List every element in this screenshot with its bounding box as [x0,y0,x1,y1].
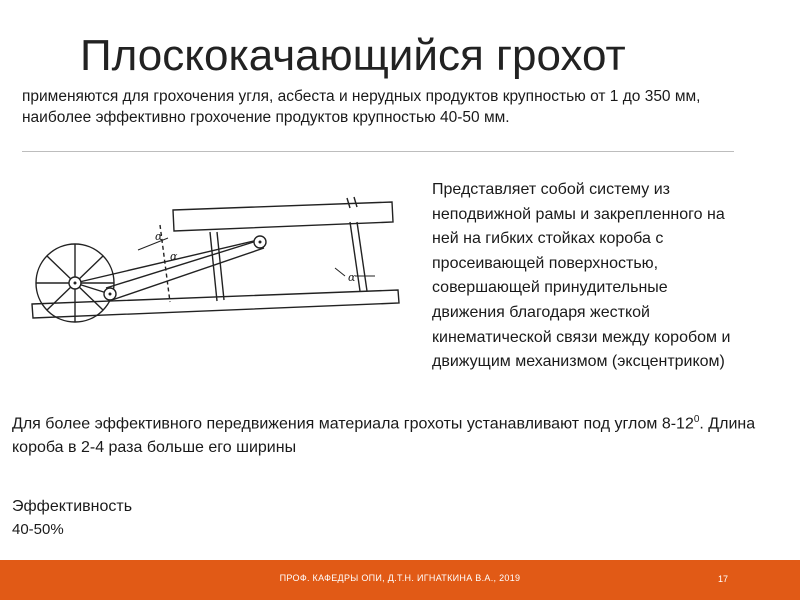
description-line: Представляет собой систему из [432,181,671,198]
intro-text: применяются для грохочения угля, асбеста и нерудных продуктов крупностью от 1 до 350 мм, наиболее эффективно грохочение продуктов крупностью 40-50 мм. [22,88,701,126]
footer-bar [0,560,800,600]
angle-note [12,408,792,460]
description-line: просеивающей поверхностью, [432,254,659,272]
screen-box [173,202,393,231]
description-line: совершающей принудительные [432,279,668,297]
page-number: 17 [717,574,728,584]
degree-superscript: 0 [693,414,700,425]
angle-label-top: α [155,230,163,243]
intro-divider [22,151,734,152]
screen-diagram [20,180,415,340]
efficiency-value: 40-50% [12,521,64,538]
description-line: кинематической связи между коробом и [432,328,731,346]
footer-text: ПРОФ. КАФЕДРЫ ОПИ, Д.Т.Н. ИГНАТКИНА В.А., 2019 [279,573,521,583]
description-line: движущим механизмом (эксцентриком) [432,353,725,371]
description-line: ней на гибких стойках короба с [432,230,664,248]
note-part-2: . Длина короба в 2-4 раза больше его ширины [12,415,756,457]
note-part-1: Для более эффективного передвижения материала грохоты устанавливают под углом 8-12 [12,415,694,433]
efficiency-label: Эффективность [12,498,133,515]
description-line: неподвижной рамы и закрепленного на [432,205,725,223]
angle-label-front: α [348,271,356,284]
angle-label-rod: α [170,250,178,263]
description-line: движения благодаря жесткой [432,303,650,321]
slide-title: Плоскокачающийся грохот [80,31,626,80]
connecting-rod [106,240,260,288]
description-text [432,178,800,375]
